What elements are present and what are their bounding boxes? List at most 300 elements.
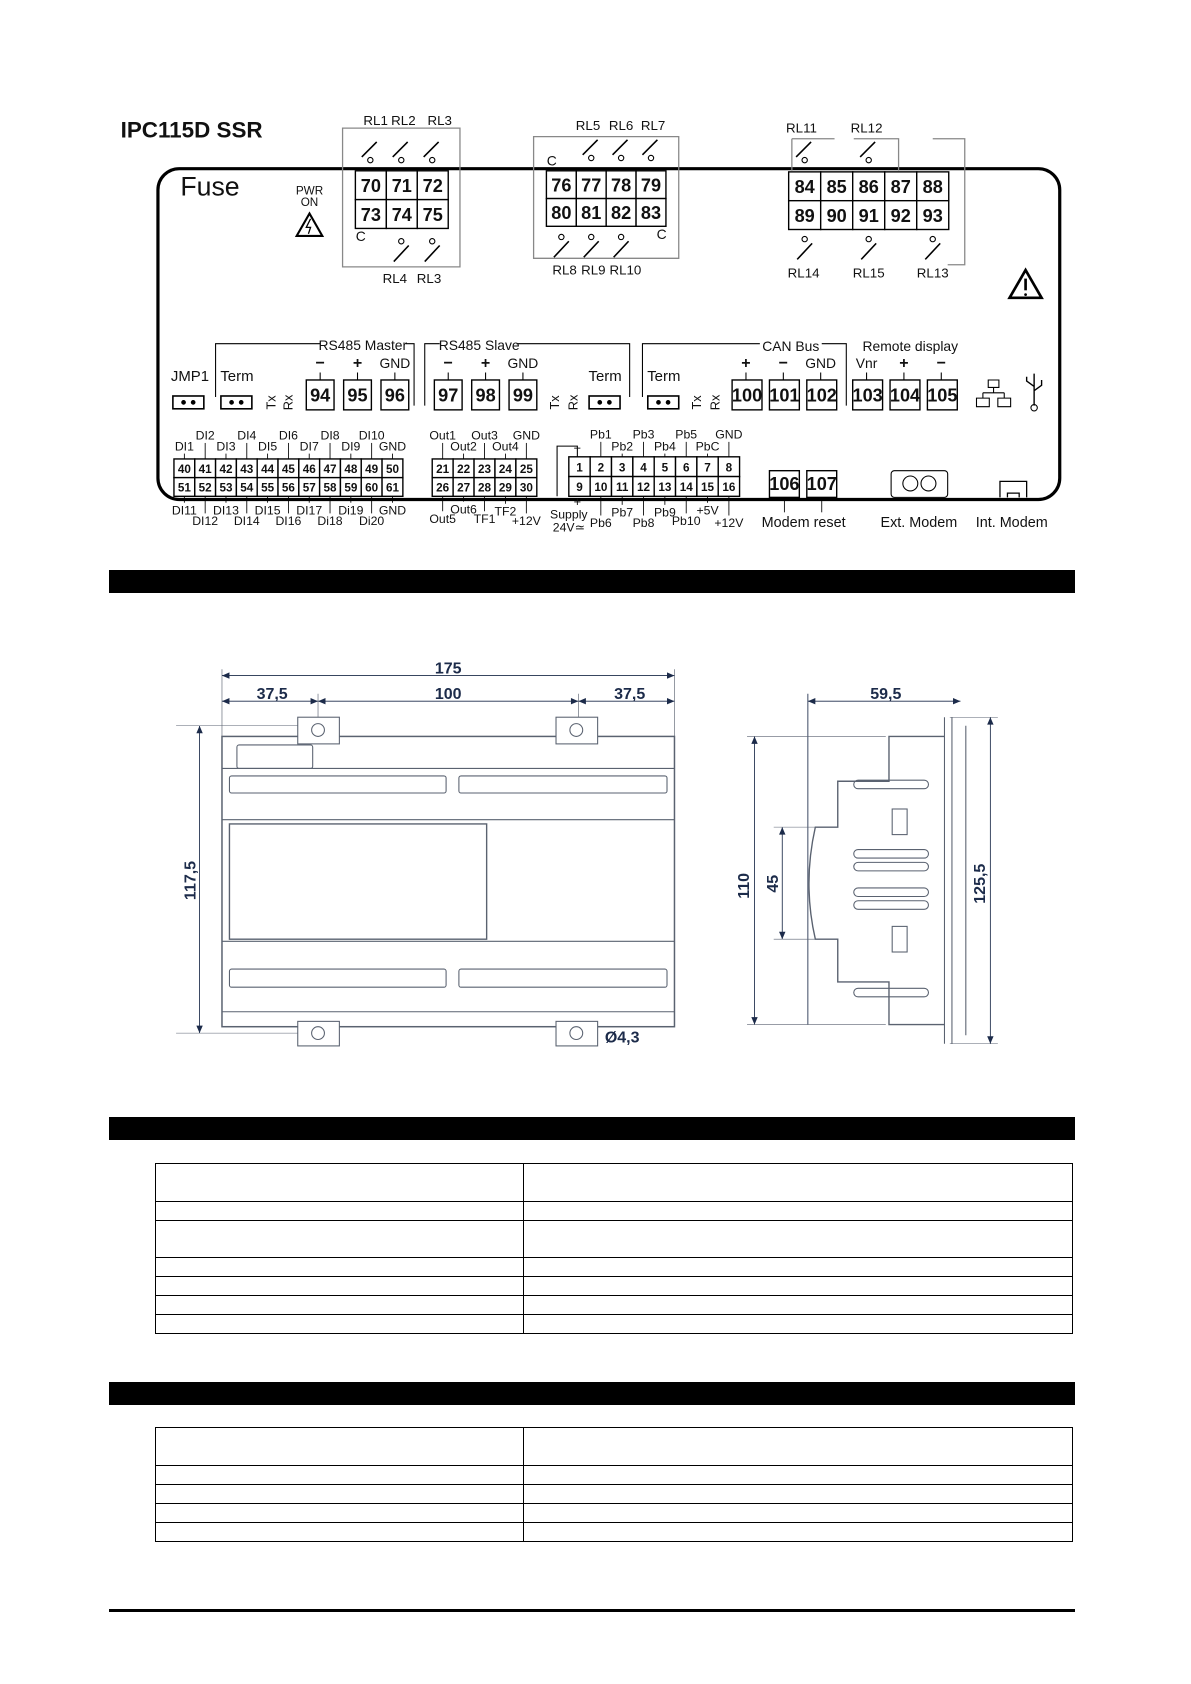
terminal-number-79: 79 xyxy=(640,175,662,196)
terminal-number-70: 70 xyxy=(360,176,381,197)
terminal-number-76: 76 xyxy=(551,175,572,196)
di-label: DI9 xyxy=(341,439,361,454)
terminal-number-88: 88 xyxy=(922,177,943,198)
probe-label: Pb4 xyxy=(653,439,676,454)
jumper-pin xyxy=(597,400,602,405)
terminal-number-49: 49 xyxy=(365,462,379,476)
table-cell xyxy=(524,1523,1073,1542)
terminal-number-7: 7 xyxy=(704,461,711,475)
terminal-number-4: 4 xyxy=(640,461,647,475)
table-cell xyxy=(156,1315,524,1334)
table-cell xyxy=(156,1202,524,1221)
terminal-number-26: 26 xyxy=(436,481,450,495)
jumper-icon xyxy=(648,396,679,409)
table-cell xyxy=(156,1504,524,1523)
terminal-number-30: 30 xyxy=(519,481,533,495)
output-label: +12V xyxy=(511,514,541,529)
relay-switch-icon xyxy=(613,140,628,155)
modem-reset-label: Modem reset xyxy=(761,515,846,532)
relay-label: RL6 xyxy=(608,118,634,134)
common-label: C xyxy=(546,152,557,169)
mounting-tab xyxy=(298,717,340,744)
terminal-number-1: 1 xyxy=(576,461,583,475)
probe-label: Pb5 xyxy=(675,427,698,442)
pin-label: − xyxy=(936,355,946,373)
terminal-number-44: 44 xyxy=(261,462,275,476)
network-icon-part xyxy=(976,398,989,407)
connector-circle xyxy=(921,476,936,491)
terminal-number-98: 98 xyxy=(475,385,496,406)
terminal-number-97: 97 xyxy=(438,385,459,406)
terminal-number-25: 25 xyxy=(519,462,533,476)
output-label: Out5 xyxy=(429,511,456,526)
table-cell xyxy=(524,1428,1073,1466)
terminal-strip-top xyxy=(229,776,446,793)
probe-label: Pb9 xyxy=(653,505,676,520)
terminal-number-14: 14 xyxy=(679,481,693,495)
output-label: TF2 xyxy=(494,504,517,519)
relay-contact-icon xyxy=(399,239,404,244)
terminal-number-85: 85 xyxy=(826,177,847,198)
output-label: Out6 xyxy=(450,502,477,517)
table-cell xyxy=(524,1485,1073,1504)
terminal-number-27: 27 xyxy=(457,481,471,495)
term-label: Term xyxy=(588,368,622,386)
output-label: Out3 xyxy=(471,428,498,443)
di-label: DI2 xyxy=(195,428,215,443)
relay-contact-icon xyxy=(430,239,435,244)
pin-label: GND xyxy=(805,355,837,372)
di-label: DI14 xyxy=(233,514,260,529)
pin-label: + xyxy=(480,355,491,373)
terminal-number-86: 86 xyxy=(858,177,879,198)
model-title: IPC115D SSR xyxy=(120,117,263,143)
relay-switch-icon xyxy=(860,142,875,157)
relay-switch-icon xyxy=(424,142,439,157)
probe-label: Pb3 xyxy=(632,427,655,442)
output-label: Out1 xyxy=(429,428,456,443)
table-cell xyxy=(156,1258,524,1277)
supply-label: Supply xyxy=(550,507,588,522)
jumper-icon xyxy=(589,396,620,409)
di-label: Di18 xyxy=(317,514,343,529)
terminal-number-54: 54 xyxy=(240,481,254,495)
side-latch xyxy=(892,926,907,952)
table-cell xyxy=(524,1315,1073,1334)
probe-label: GND xyxy=(715,427,743,442)
di-label: DI15 xyxy=(254,503,281,518)
relay-contact-icon xyxy=(802,236,807,241)
terminal-number-43: 43 xyxy=(240,462,254,476)
pwr-label: PWR xyxy=(295,184,324,198)
terminal-number-78: 78 xyxy=(611,175,632,196)
terminal-number-100: 100 xyxy=(731,385,763,406)
table-cell xyxy=(156,1428,524,1466)
pin-label: + xyxy=(741,355,751,373)
jumper-pin xyxy=(229,400,234,405)
terminal-number-45: 45 xyxy=(281,462,295,476)
high-voltage-warning-icon xyxy=(297,213,323,235)
terminal-number-46: 46 xyxy=(302,462,316,476)
relay-label: RL12 xyxy=(850,120,883,136)
jumper-pin xyxy=(181,400,186,405)
terminal-number-105: 105 xyxy=(927,385,958,406)
rx-label: Rx xyxy=(565,394,581,411)
connector-circle xyxy=(903,476,918,491)
output-label: GND xyxy=(512,428,540,443)
table-cell xyxy=(156,1466,524,1485)
term-label: Term xyxy=(220,368,254,386)
fuse-holder xyxy=(237,745,313,768)
terminal-number-91: 91 xyxy=(858,206,879,227)
vent-slot xyxy=(854,901,929,910)
output-label: TF1 xyxy=(473,511,496,526)
terminal-number-73: 73 xyxy=(360,204,381,225)
terminal-number-81: 81 xyxy=(581,203,602,224)
terminal-number-9: 9 xyxy=(576,481,583,495)
table-cell xyxy=(524,1258,1073,1277)
rx-label: Rx xyxy=(707,394,723,411)
terminal-number-10: 10 xyxy=(594,481,608,495)
table-cell xyxy=(156,1296,524,1315)
terminal-number-29: 29 xyxy=(498,481,512,495)
di-label: GND xyxy=(378,503,407,518)
jumper-pin xyxy=(666,400,671,405)
terminal-number-74: 74 xyxy=(391,204,412,225)
terminal-number-41: 41 xyxy=(198,462,212,476)
display-cover xyxy=(229,824,486,939)
relay-label: RL11 xyxy=(786,120,817,136)
supply-minus-label: − xyxy=(573,440,582,456)
terminal-number-90: 90 xyxy=(826,206,847,227)
terminal-number-84: 84 xyxy=(794,177,815,198)
terminal-number-28: 28 xyxy=(477,481,492,495)
relay-switch-icon xyxy=(642,140,657,155)
dimension-value: 100 xyxy=(434,686,462,704)
terminal-number-52: 52 xyxy=(198,481,212,495)
terminal-number-57: 57 xyxy=(302,481,316,495)
di-label: DI7 xyxy=(299,439,319,454)
relay-label: RL9 xyxy=(581,262,606,278)
terminal-number-103: 103 xyxy=(852,385,883,406)
section-header-bar xyxy=(109,570,1075,593)
terminal-number-87: 87 xyxy=(890,177,911,198)
terminal-number-93: 93 xyxy=(922,206,943,227)
jumper-pin xyxy=(191,400,196,405)
relay-contact-icon xyxy=(559,234,564,239)
network-icon-part xyxy=(988,380,999,387)
relay-contact-icon xyxy=(430,157,435,162)
table-cell xyxy=(524,1504,1073,1523)
mounting-tab xyxy=(556,717,598,744)
di-label: Di19 xyxy=(338,503,364,518)
di-label: Di20 xyxy=(359,514,385,529)
terminal-number-23: 23 xyxy=(477,462,492,476)
jumper-icon xyxy=(221,396,252,409)
terminal-number-5: 5 xyxy=(661,461,669,475)
di-label: DI17 xyxy=(296,503,323,518)
vent-slot xyxy=(854,862,929,871)
pin-label: GND xyxy=(379,355,411,372)
terminal-number-99: 99 xyxy=(512,385,534,406)
dimension-value: 45 xyxy=(764,874,782,893)
relay-contact-icon xyxy=(618,155,623,160)
terminal-number-16: 16 xyxy=(722,481,736,495)
terminal-number-15: 15 xyxy=(701,481,715,495)
probe-label: PbC xyxy=(695,439,720,454)
pin-label: − xyxy=(778,355,788,373)
terminal-number-77: 77 xyxy=(581,175,602,196)
table-cell xyxy=(524,1202,1073,1221)
rx-label: Rx xyxy=(280,394,296,411)
pin-label: + xyxy=(899,355,909,373)
di-label: DI3 xyxy=(216,439,236,454)
relay-label: RL13 xyxy=(916,265,949,281)
relay-contact-icon xyxy=(368,157,373,162)
section-header-bar xyxy=(109,1117,1075,1140)
usb-icon xyxy=(1027,374,1042,406)
pin-label: − xyxy=(443,355,453,373)
terminal-number-75: 75 xyxy=(422,204,443,225)
relay-label: RL7 xyxy=(640,118,666,134)
terminal-number-72: 72 xyxy=(422,176,443,197)
relay-switch-icon xyxy=(796,142,811,157)
terminal-number-13: 13 xyxy=(658,481,672,495)
terminal-number-61: 61 xyxy=(385,481,399,495)
common-label: C xyxy=(656,226,667,243)
terminal-number-80: 80 xyxy=(551,203,572,224)
common-label: C xyxy=(355,228,366,245)
relay-contact-icon xyxy=(399,157,404,162)
terminal-number-56: 56 xyxy=(281,481,295,495)
tx-label: Tx xyxy=(263,395,279,410)
relay-label: RL1 xyxy=(363,112,388,128)
dimension-value: 59,5 xyxy=(870,686,902,704)
can-bus-label: CAN Bus xyxy=(762,338,820,355)
terminal-number-47: 47 xyxy=(323,462,337,476)
relay-label: RL3 xyxy=(416,270,442,286)
probe-label: Pb1 xyxy=(589,427,612,442)
terminal-number-102: 102 xyxy=(806,385,837,406)
front-view-outline xyxy=(222,736,674,1026)
terminal-number-107: 107 xyxy=(806,473,837,494)
di-label: DI8 xyxy=(320,428,340,443)
relay-switch-icon xyxy=(393,142,408,157)
relay-switch-icon xyxy=(554,241,569,257)
terminal-number-106: 106 xyxy=(769,473,800,494)
network-icon-part xyxy=(983,387,1004,398)
terminal-number-55: 55 xyxy=(261,481,275,495)
di-label: DI10 xyxy=(358,428,385,443)
warning-icon xyxy=(1010,270,1042,298)
terminal-number-50: 50 xyxy=(385,462,399,476)
relay-contact-icon xyxy=(802,157,807,162)
network-icon xyxy=(976,380,1010,407)
relay-label: RL15 xyxy=(852,265,885,281)
di-label: DI11 xyxy=(171,503,197,518)
jumper-pin xyxy=(656,400,661,405)
term-label: Term xyxy=(647,368,681,386)
relay-contact-icon xyxy=(589,234,594,239)
relay-contact-icon xyxy=(648,155,653,160)
mounting-tab xyxy=(298,1021,340,1046)
probe-label: +12V xyxy=(714,516,744,531)
terminal-number-95: 95 xyxy=(347,385,368,406)
di-label: DI1 xyxy=(174,439,194,454)
relay-switch-icon xyxy=(584,241,599,257)
probe-label: Pb8 xyxy=(632,516,655,531)
jumper-icon xyxy=(173,396,204,409)
relay-switch-icon xyxy=(797,243,812,259)
relay-label: RL4 xyxy=(382,270,408,286)
terminal-number-3: 3 xyxy=(618,461,626,475)
supply-plus-label: + xyxy=(573,493,582,509)
terminal-number-53: 53 xyxy=(219,481,233,495)
pin-label: − xyxy=(315,355,325,373)
terminal-strip-top xyxy=(459,776,667,793)
terminal-number-89: 89 xyxy=(794,206,815,227)
di-label: DI5 xyxy=(258,439,278,454)
di-label: DI6 xyxy=(278,428,298,443)
di-label: DI16 xyxy=(275,514,302,529)
vent-slot xyxy=(854,988,929,997)
section-header-bar xyxy=(109,1382,1075,1405)
dimension-value: 37,5 xyxy=(614,686,646,704)
relay-switch-icon xyxy=(925,243,940,259)
terminal-number-82: 82 xyxy=(611,203,632,224)
rs485-slave-label: RS485 Slave xyxy=(438,337,520,354)
relay-switch-icon xyxy=(362,142,377,157)
tx-label: Tx xyxy=(547,395,563,410)
di-label: DI12 xyxy=(192,514,219,529)
output-label: Out4 xyxy=(492,439,519,454)
relay-switch-icon xyxy=(583,140,598,155)
jumper-pin xyxy=(239,400,244,405)
relay-contact-icon xyxy=(866,236,871,241)
network-icon-part xyxy=(998,398,1011,407)
probe-label: +5V xyxy=(696,503,719,518)
table-cell xyxy=(524,1164,1073,1202)
terminal-number-104: 104 xyxy=(889,385,921,406)
table-cell xyxy=(524,1277,1073,1296)
terminal-number-51: 51 xyxy=(177,481,191,495)
table-cell xyxy=(156,1485,524,1504)
di-label: GND xyxy=(378,439,407,454)
terminal-strip-bottom xyxy=(229,969,446,987)
footer-rule xyxy=(109,1609,1075,1612)
table-cell xyxy=(156,1221,524,1258)
ext-modem-connector-icon xyxy=(891,471,948,498)
relay-label: RL14 xyxy=(787,265,820,281)
terminal-number-2: 2 xyxy=(597,461,605,475)
ext-modem-label: Ext. Modem xyxy=(880,515,958,532)
relay-contact-icon xyxy=(930,236,935,241)
spec-table xyxy=(155,1427,1073,1542)
terminal-number-60: 60 xyxy=(365,481,379,495)
tx-label: Tx xyxy=(689,395,705,410)
terminal-number-24: 24 xyxy=(498,462,512,476)
table-cell xyxy=(524,1221,1073,1258)
pin-label: + xyxy=(352,355,363,373)
pin-label: GND xyxy=(507,355,539,372)
relay-switch-icon xyxy=(861,243,876,259)
table-cell xyxy=(156,1164,524,1202)
relay-switch-icon xyxy=(394,246,409,262)
supply-voltage-label: 24V≃ xyxy=(552,520,585,535)
relay-label: RL10 xyxy=(609,262,642,278)
dimension-value: 175 xyxy=(434,660,462,678)
terminal-number-12: 12 xyxy=(637,481,651,495)
terminal-number-6: 6 xyxy=(682,461,690,475)
relay-label: RL3 xyxy=(427,112,452,128)
dimension-value: 110 xyxy=(736,872,754,899)
din-rail-clip xyxy=(944,717,965,1044)
rs485-master-label: RS485 Master xyxy=(318,337,408,354)
terminal-number-94: 94 xyxy=(310,385,331,406)
remote-display-label: Remote display xyxy=(862,338,959,355)
spec-table xyxy=(155,1163,1073,1334)
terminal-strip-bottom xyxy=(459,969,667,987)
probe-label: Pb6 xyxy=(589,516,612,531)
jumper-pin xyxy=(607,400,612,405)
terminal-number-42: 42 xyxy=(219,462,233,476)
relay-switch-icon xyxy=(614,241,629,257)
terminal-number-92: 92 xyxy=(890,206,911,227)
relay-label: RL8 xyxy=(552,262,577,278)
terminal-number-22: 22 xyxy=(457,462,471,476)
table-cell xyxy=(156,1523,524,1542)
relay-label: RL5 xyxy=(575,118,601,134)
int-modem-connector-icon xyxy=(1000,481,1027,497)
jmp1-label: JMP1 xyxy=(170,368,210,386)
terminal-number-21: 21 xyxy=(436,462,450,476)
dimension-value: 37,5 xyxy=(256,686,288,704)
di-label: DI4 xyxy=(237,428,257,443)
relay-switch-icon xyxy=(425,246,440,262)
probe-label: Pb2 xyxy=(611,439,634,454)
relay-label: RL2 xyxy=(391,112,416,128)
terminal-number-83: 83 xyxy=(640,203,662,224)
probe-label: Pb10 xyxy=(671,514,701,529)
int-modem-label: Int. Modem xyxy=(975,515,1048,532)
terminal-number-8: 8 xyxy=(725,461,733,475)
terminal-number-40: 40 xyxy=(177,462,191,476)
terminal-number-96: 96 xyxy=(384,385,405,406)
dimension-value: Ø4,3 xyxy=(604,1029,640,1047)
dimension-value: 125,5 xyxy=(972,863,990,904)
pin-label: Vnr xyxy=(855,355,878,372)
terminal-number-11: 11 xyxy=(615,481,629,495)
terminal-number-59: 59 xyxy=(344,481,358,495)
mounting-tab xyxy=(556,1021,598,1046)
table-cell xyxy=(524,1296,1073,1315)
dimension-value: 117,5 xyxy=(182,860,200,901)
terminal-number-48: 48 xyxy=(344,462,358,476)
relay-contact-icon xyxy=(618,234,623,239)
fuse-label: Fuse xyxy=(180,171,240,202)
table-cell xyxy=(524,1466,1073,1485)
vent-slot xyxy=(854,888,929,897)
relay-contact-icon xyxy=(866,157,871,162)
terminal-number-58: 58 xyxy=(323,481,337,495)
terminal-number-101: 101 xyxy=(769,385,800,406)
terminal-number-71: 71 xyxy=(391,176,412,197)
vent-slot xyxy=(854,850,929,859)
di-label: DI13 xyxy=(213,503,239,518)
output-label: Out2 xyxy=(450,439,477,454)
on-label: ON xyxy=(300,196,319,210)
probe-label: Pb7 xyxy=(611,505,634,520)
